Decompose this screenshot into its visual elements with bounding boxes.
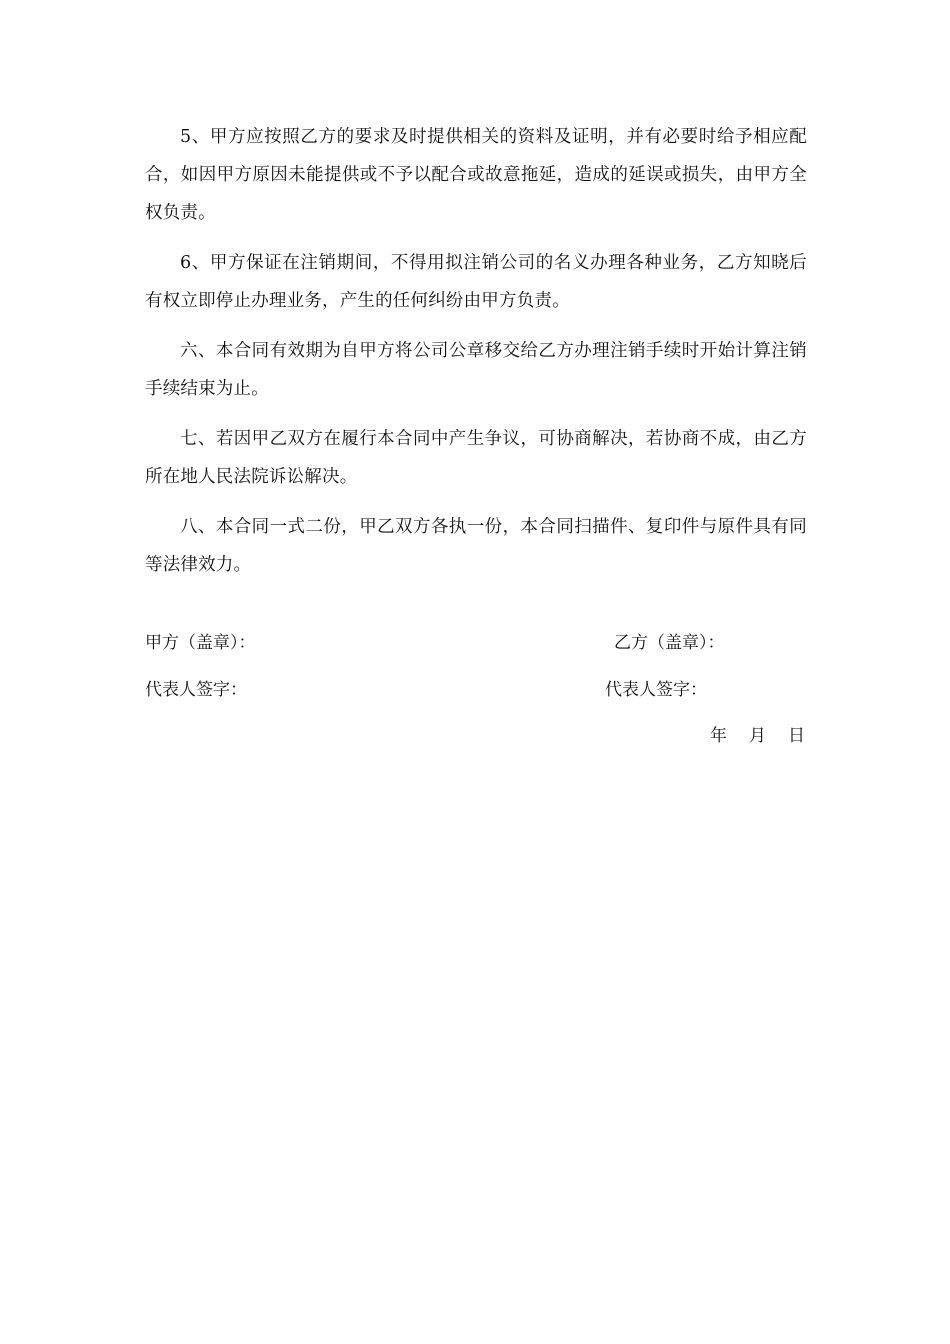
date-month-label: 月 <box>749 726 766 746</box>
contract-body <box>145 118 807 596</box>
clause-5: 5、甲方应按照乙方的要求及时提供相关的资料及证明，并有必要时给予相应配合，如因甲方原因未能提供或不予以配合或故意拖延，造成的延误或损失，由甲方全权负责。 <box>145 127 807 223</box>
party-a-representative-label: 代表人签字： <box>145 680 247 700</box>
date-day-label: 日 <box>788 726 805 746</box>
clause-validity-period: 六、本合同有效期为自甲方将公司公章移交给乙方办理注销手续时开始计算注销手续结束为止。 <box>145 341 807 399</box>
date-line <box>710 724 805 748</box>
party-a-seal-label: 甲方（盖章）： <box>145 633 256 653</box>
clause-dispute-resolution: 七、若因甲乙双方在履行本合同中产生争议，可协商解决，若协商不成，由乙方所在地人民法院诉讼解决。 <box>145 429 807 487</box>
date-year-label: 年 <box>710 726 727 746</box>
party-b-seal-label: 乙方（盖章）： <box>614 633 725 653</box>
clause-copies: 八、本合同一式二份，甲乙双方各执一份，本合同扫描件、复印件与原件具有同等法律效力。 <box>145 517 807 575</box>
clause-6: 6、甲方保证在注销期间，不得用拟注销公司的名义办理各种业务，乙方知晓后有权立即停止办理业务，产生的任何纠纷由甲方负责。 <box>145 253 807 311</box>
party-b-representative-label: 代表人签字： <box>605 680 707 700</box>
